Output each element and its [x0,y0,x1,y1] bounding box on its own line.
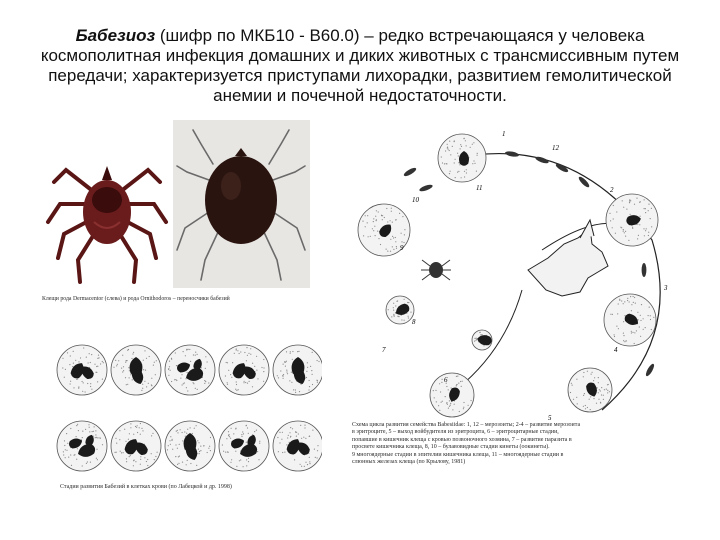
life-cycle-cell [604,294,656,346]
stage-number-label: 12 [552,144,559,152]
caption-line: попавшие в кишечник клеща с кровью позвоночного хозяина, 7 – развитие паразита в [352,436,572,443]
merozoite-mark [403,166,418,177]
stage-number-label: 2 [610,186,614,194]
life-cycle-cell [430,373,474,417]
life-cycle-figure [352,120,682,492]
stage-number-label: 1 [502,130,506,138]
tick-vector-icon [421,260,451,280]
life-cycle-caption [352,422,682,466]
stage-number-label: 7 [382,346,386,354]
dermacentor-tick-image [42,130,172,290]
ornithodoros-tick-image [173,120,310,288]
erythrocyte-cell [219,345,269,395]
blood-smear-caption: Стадии развития Бабезий в клетках крови (по Лабецкой и др. 1998) [60,484,232,490]
dog-head-icon [528,220,608,296]
blood-smear-grid [56,334,322,482]
caption-line: просвете кишечника клеща, 8, 10 – булавовидные стадии кинеты (оокинеты). [352,444,550,451]
stage-number-label: 9 [400,244,404,252]
caption-line: слюнных железах клеща (по Крылову, 1981) [352,459,466,466]
erythrocyte-cell [111,421,161,471]
erythrocyte-cell [219,421,269,471]
life-cycle-cell [386,296,414,324]
caption-line: 9 многоядерные стадии в эпителии кишечника клеща, 11 – многоядерные стадии в [352,451,564,458]
life-cycle-cell [472,330,492,350]
erythrocyte-cell [165,345,215,395]
erythrocyte-cell [57,421,107,471]
erythrocyte-cell [165,421,215,471]
stage-number-label: 4 [614,346,618,354]
stage-number-label: 5 [548,414,552,420]
merozoite-mark [419,183,434,192]
erythrocyte-cell [273,421,322,471]
merozoite-mark [644,363,655,378]
stage-number-label: 3 [664,284,668,292]
stage-number-label: 8 [412,318,416,326]
caption-line: в эритроците, 5 – выход войбудителя из эритроцита, 6 – эритроцитарные стадии, [352,429,559,436]
blood-smear-figure [56,334,322,494]
life-cycle-cell [438,134,486,182]
life-cycle-diagram [352,120,682,420]
disease-definition: (шифр по МКБ10 - В60.0) – редко встречающаяся у человека космополитная инфекция домашних и диких животных с трансмиссивным путем передачи; характеризуется приступами лихорадки, развитием гемолитической анемии и почечной недостаточности. [40,26,680,105]
life-cycle-cell [568,368,612,412]
life-cycle-cell [606,194,658,246]
ticks-figure [42,120,310,308]
merozoite-mark [642,263,647,277]
merozoite-mark [577,175,590,188]
slide-title [40,26,680,106]
stage-number-label: 11 [476,184,483,192]
stage-number-label: 6 [444,376,448,384]
disease-term: Бабезиоз [75,26,156,45]
erythrocyte-cell [111,345,161,395]
merozoite-mark [505,150,520,157]
erythrocyte-cell [57,345,107,395]
ticks-caption: Клещи рода Dermacentor (слева) и рода Ornithodoros – переносчики бабезий [42,296,230,302]
erythrocyte-cell [273,345,322,395]
caption-line: Схема цикла развития семейства Babesiidae: 1, 12 – мерозоиты; 2-4 – развитие мерозоита [352,422,581,428]
stage-number-label: 10 [412,196,419,204]
